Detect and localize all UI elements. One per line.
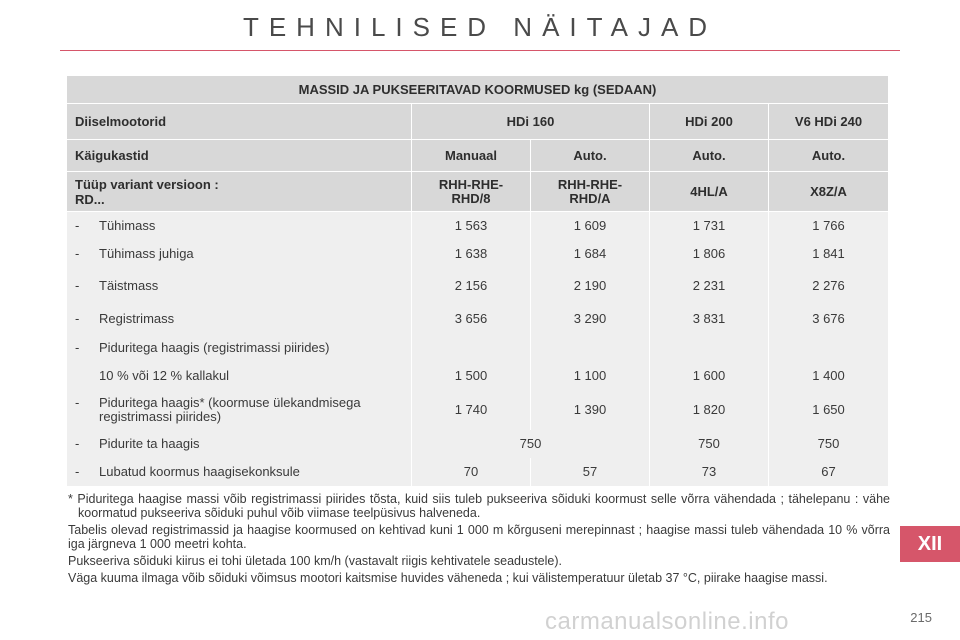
- note-paragraph: Väga kuuma ilmaga võib sõiduki võimsus mootori kaitsmise huvides väheneda ; kui välistemperatuur ületab 37 °C, piirake haagise massi.: [68, 571, 828, 585]
- cell: 3 290: [531, 304, 650, 334]
- variant-label-line2: RD...: [75, 191, 105, 207]
- cell: 1 740: [412, 390, 531, 430]
- cell: 70: [412, 458, 531, 486]
- cell: 1 609: [531, 212, 650, 240]
- cell: 750: [769, 430, 889, 458]
- chapter-tab: XII: [900, 526, 960, 562]
- cell: 73: [650, 458, 769, 486]
- cell: 1 500: [412, 362, 531, 390]
- gearbox-cell: Auto.: [531, 140, 650, 172]
- gearbox-row: [67, 140, 889, 172]
- variant-row: [67, 172, 889, 212]
- row-label: - Piduritega haagis (registrimassi piirides): [67, 334, 412, 362]
- variant-label-line1: Tüüp variant versioon :: [75, 176, 219, 192]
- cell: [531, 334, 650, 362]
- row-label: - Tühimass: [67, 212, 412, 240]
- page-title: TEHNILISED NÄITAJAD: [242, 12, 718, 42]
- row-label: - Lubatud koormus haagisekonksule: [67, 458, 412, 486]
- row-label: - Piduritega haagis* (koormuse ülekandmisega registrimassi piirides): [67, 390, 412, 430]
- cell: [412, 334, 531, 362]
- row-label: - Registrimass: [67, 304, 412, 334]
- row-label: 10 % või 12 % kallakul: [67, 362, 412, 390]
- cell: 1 841: [769, 240, 889, 268]
- engines-row: [67, 104, 889, 140]
- cell: 1 600: [650, 362, 769, 390]
- table-row: [67, 304, 889, 334]
- page-number: 215: [910, 610, 932, 625]
- cell: 67: [769, 458, 889, 486]
- table-caption-row: [67, 76, 889, 104]
- cell: 3 656: [412, 304, 531, 334]
- gearbox-cell: Auto.: [769, 140, 889, 172]
- variant-cell: 4HL/A: [650, 172, 769, 212]
- table-caption: MASSID JA PUKSEERITAVAD KOORMUSED kg (SEDAAN): [67, 76, 889, 104]
- cell: 1 400: [769, 362, 889, 390]
- cell: 1 820: [650, 390, 769, 430]
- table-row: [67, 430, 889, 458]
- table-row: [67, 268, 889, 304]
- variant-cell: X8Z/A: [769, 172, 889, 212]
- table-row: [67, 458, 889, 486]
- engine-hdi200: HDi 200: [650, 104, 769, 140]
- gearbox-label: Käigukastid: [67, 140, 412, 172]
- cell: 1 731: [650, 212, 769, 240]
- cell: [769, 334, 889, 362]
- cell: 57: [531, 458, 650, 486]
- gearbox-cell: Auto.: [650, 140, 769, 172]
- cell: 2 231: [650, 268, 769, 304]
- mass-table: [66, 75, 889, 486]
- cell: 1 638: [412, 240, 531, 268]
- variant-label: [67, 172, 412, 212]
- row-label: - Täistmass: [67, 268, 412, 304]
- cell: 1 390: [531, 390, 650, 430]
- cell: 3 676: [769, 304, 889, 334]
- gearbox-cell: Manuaal: [412, 140, 531, 172]
- variant-cell: RHH-RHE-RHD/A: [531, 172, 650, 212]
- row-label: - Pidurite ta haagis: [67, 430, 412, 458]
- table-row: [67, 212, 889, 240]
- cell: 1 563: [412, 212, 531, 240]
- cell: 1 766: [769, 212, 889, 240]
- table-row: [67, 362, 889, 390]
- table-row: [67, 390, 889, 430]
- engines-label: Diiselmootorid: [67, 104, 412, 140]
- cell: 3 831: [650, 304, 769, 334]
- cell: 2 276: [769, 268, 889, 304]
- variant-cell: RHH-RHE-RHD/8: [412, 172, 531, 212]
- cell: 1 684: [531, 240, 650, 268]
- cell: 1 806: [650, 240, 769, 268]
- watermark: carmanualsonline.info: [545, 608, 789, 635]
- notes: [68, 492, 890, 588]
- engine-v6hdi240: V6 HDi 240: [769, 104, 889, 140]
- table-row: [67, 240, 889, 268]
- engine-hdi160: HDi 160: [412, 104, 650, 140]
- cell: 1 100: [531, 362, 650, 390]
- cell: 750: [412, 430, 650, 458]
- table-row: [67, 334, 889, 362]
- cell: 1 650: [769, 390, 889, 430]
- note-paragraph: Tabelis olevad registrimassid ja haagise koormused on kehtivad kuni 1 000 m kõrguseni merepinnast ; haagise massi tuleb vähendada 10 % võrra iga järgneva 1 000 meetri kohta.: [68, 523, 890, 551]
- cell: 2 190: [531, 268, 650, 304]
- title-divider: [60, 50, 900, 51]
- row-label: - Tühimass juhiga: [67, 240, 412, 268]
- cell: [650, 334, 769, 362]
- cell: 750: [650, 430, 769, 458]
- footnote: * Piduritega haagise massi võib registrimassi piirides tõsta, kuid siis tuleb pukseeriva sõiduki koormust selle võrra vähendada ; tähelepanu : vähe koormatud pukseeriva sõiduki puhul võib viimase teelpüsivus halveneda.: [68, 492, 890, 520]
- note-paragraph: Pukseeriva sõiduki kiirus ei tohi ületada 100 km/h (vastavalt riigis kehtivatele seadustele).: [68, 554, 562, 568]
- cell: 2 156: [412, 268, 531, 304]
